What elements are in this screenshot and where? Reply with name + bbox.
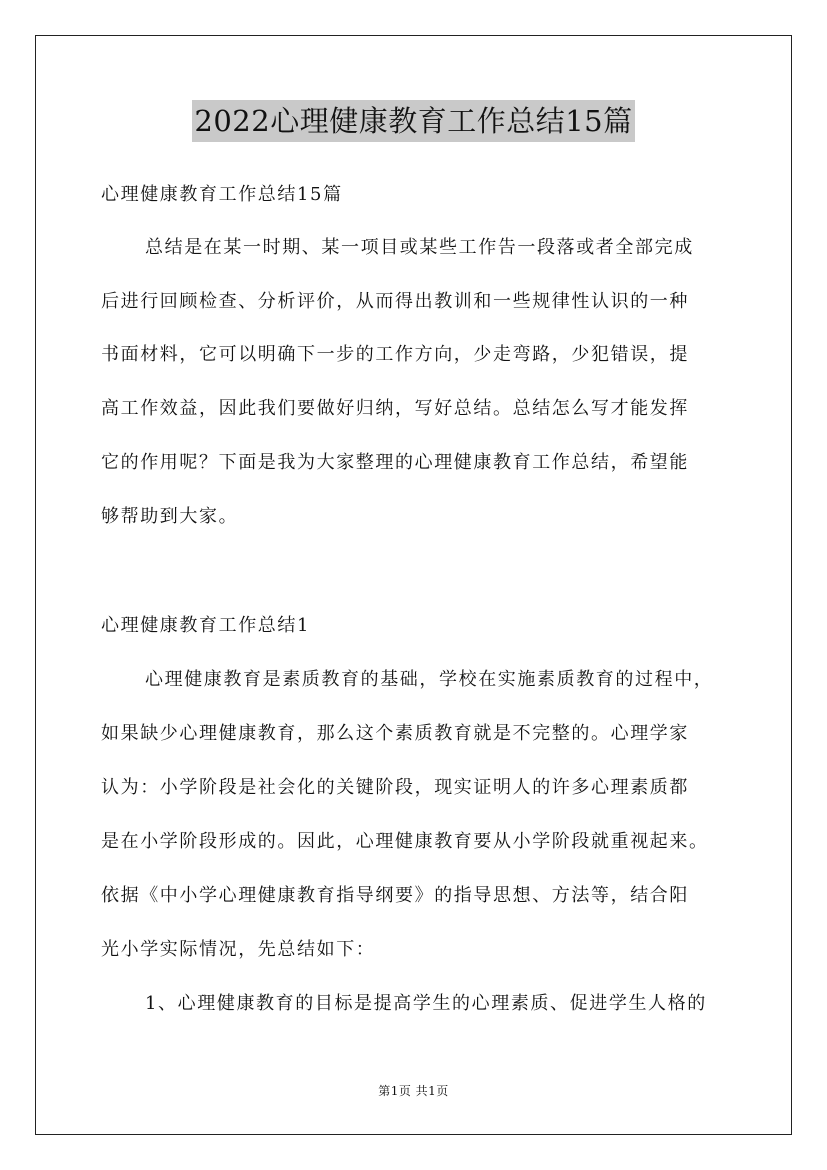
paragraph-line: 认为：小学阶段是社会化的关键阶段，现实证明人的许多心理素质都 <box>101 777 689 798</box>
paragraph-line: 书面材料，它可以明确下一步的工作方向，少走弯路，少犯错误，提 <box>101 344 689 365</box>
paragraph-line: 1、心理健康教育的目标是提高学生的心理素质、促进学生人格的 <box>145 993 707 1014</box>
document-subtitle: 心理健康教育工作总结15篇 <box>101 184 343 205</box>
paragraph-line: 心理健康教育是素质教育的基础，学校在实施素质教育的过程中， <box>145 669 714 690</box>
paragraph-line: 依据《中小学心理健康教育指导纲要》的指导思想、方法等，结合阳 <box>101 885 689 906</box>
document-title <box>0 100 827 142</box>
paragraph-line: 总结是在某一时期、某一项目或某些工作告一段落或者全部完成 <box>145 237 694 258</box>
paragraph-line: 如果缺少心理健康教育，那么这个素质教育就是不完整的。心理学家 <box>101 723 689 744</box>
document-title-text: 2022心理健康教育工作总结15篇 <box>192 100 634 142</box>
page-number-footer: 第1页 共1页 <box>378 1084 449 1098</box>
section-heading: 心理健康教育工作总结1 <box>101 615 311 636</box>
paragraph-line: 够帮助到大家。 <box>101 506 239 527</box>
paragraph-line: 光小学实际情况，先总结如下： <box>101 939 376 960</box>
paragraph-line: 它的作用呢？下面是我为大家整理的心理健康教育工作总结，希望能 <box>101 452 689 473</box>
paragraph-line: 高工作效益，因此我们要做好归纳，写好总结。总结怎么写才能发挥 <box>101 398 689 419</box>
paragraph-line: 是在小学阶段形成的。因此，心理健康教育要从小学阶段就重视起来。 <box>101 831 709 852</box>
paragraph-line: 后进行回顾检查、分析评价，从而得出教训和一些规律性认识的一种 <box>101 291 689 312</box>
